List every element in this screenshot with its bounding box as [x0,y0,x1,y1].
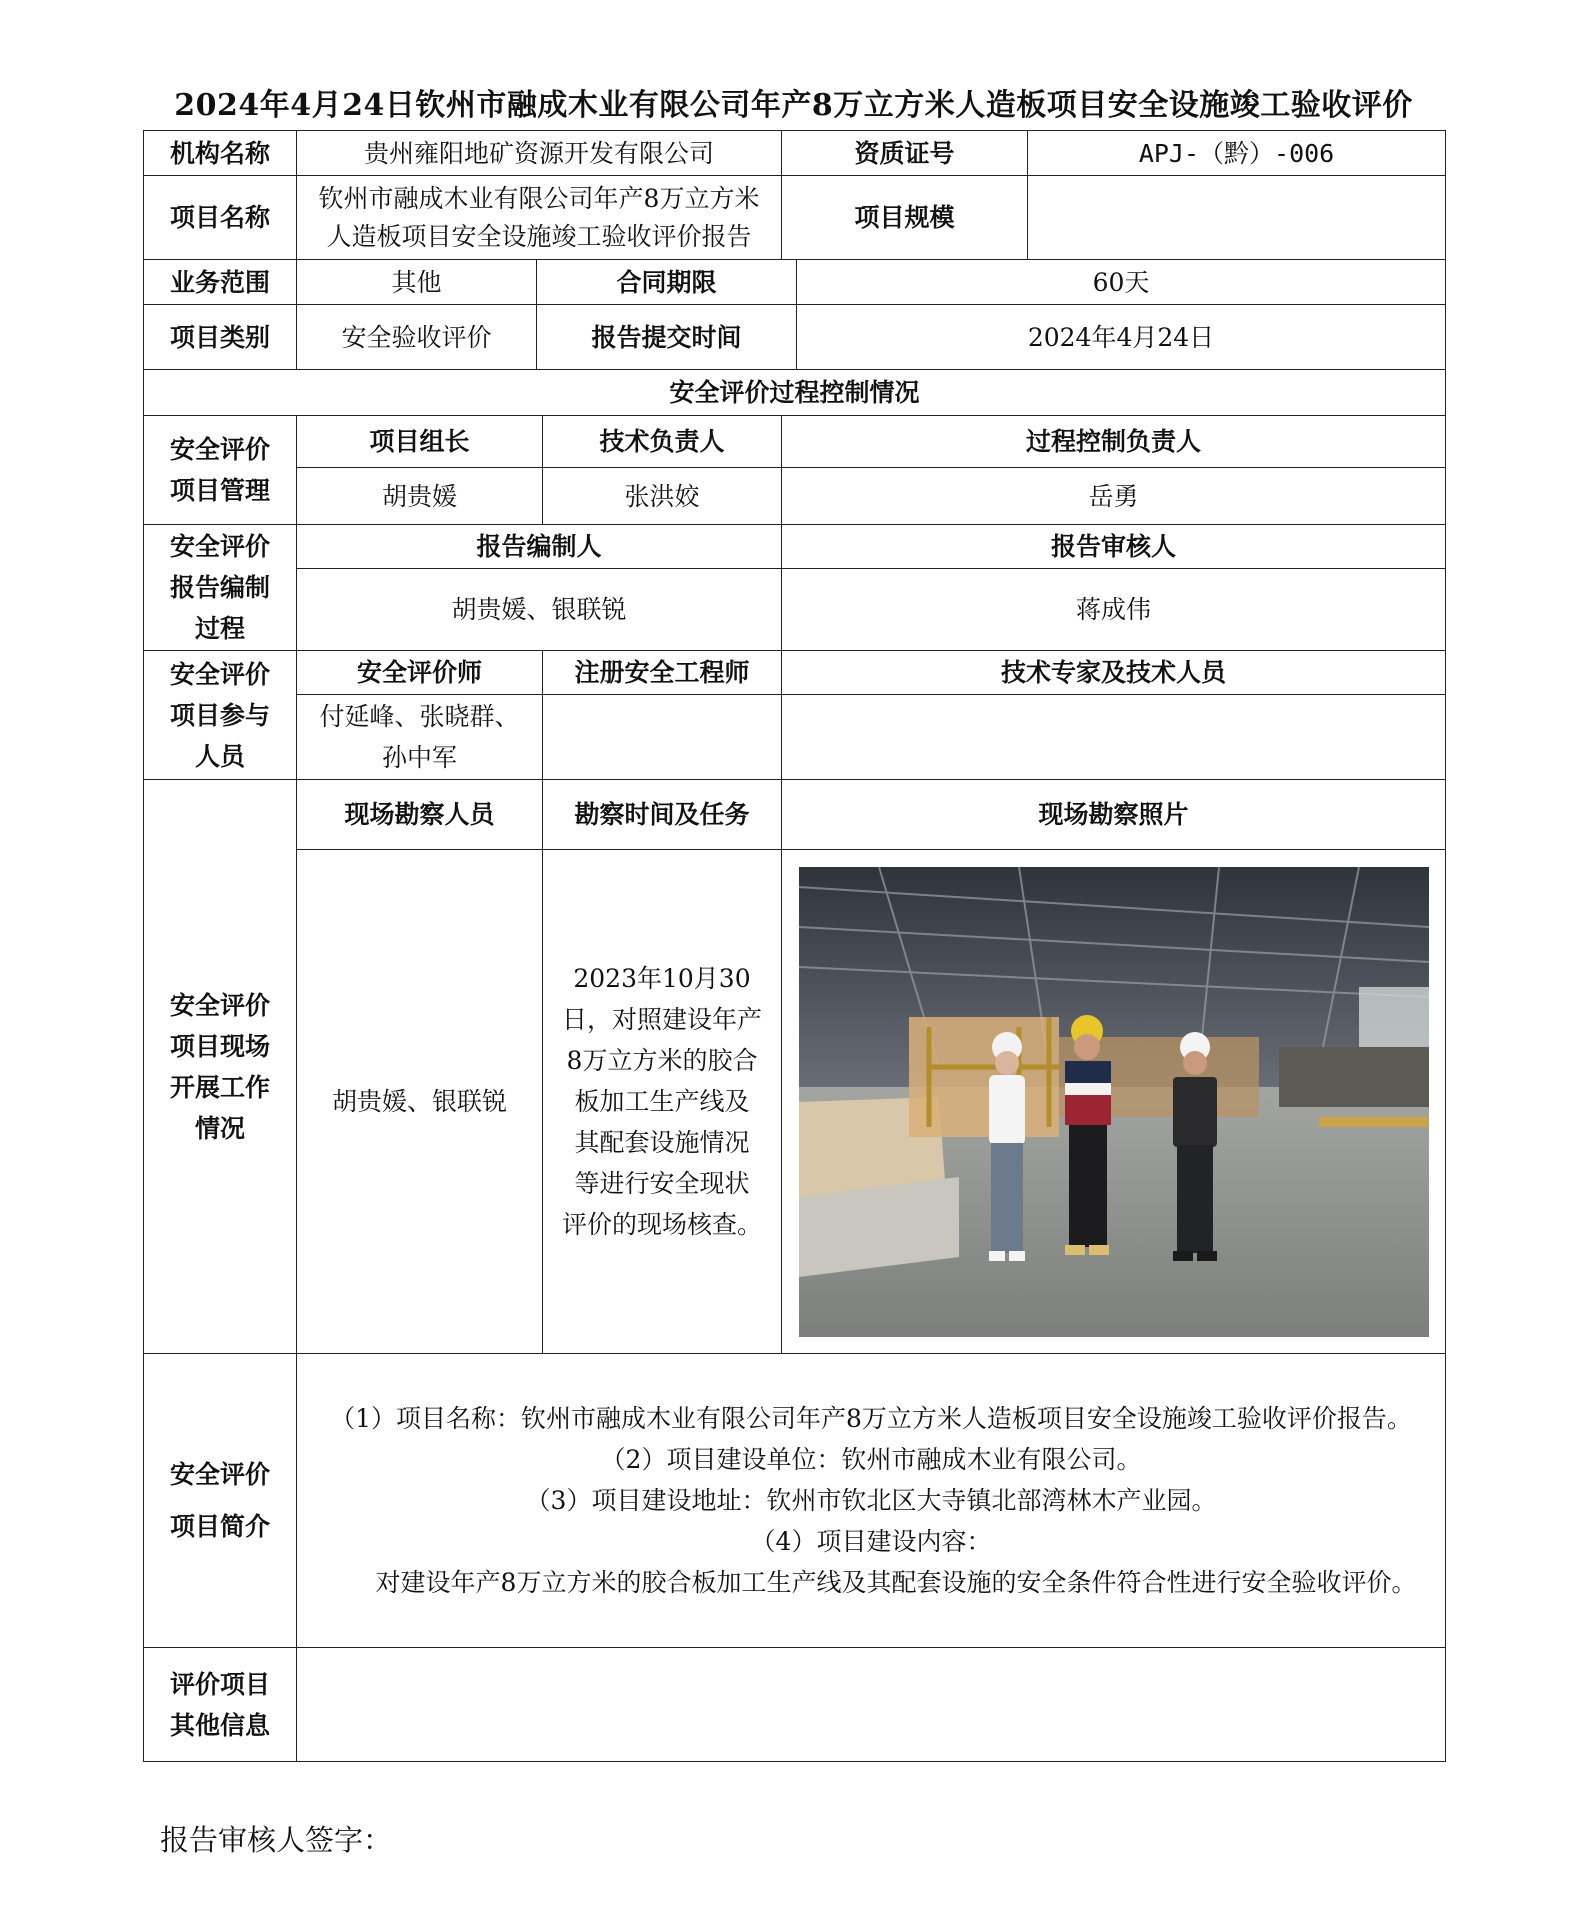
report-editor-value: 胡贵媛、银联锐 [297,569,782,651]
site-work-label-line2: 项目现场 [169,1031,270,1061]
site-photo-cell [782,850,1446,1354]
summary-label-line1: 安全评价 [169,1459,270,1489]
management-value-row [144,468,1446,525]
contract-term-value: 60天 [797,260,1446,305]
project-row [144,176,1446,260]
leader-label: 项目组长 [297,416,543,468]
process-control-lead-value: 岳勇 [782,468,1446,525]
site-work-label-line3: 开展工作 [169,1072,270,1102]
site-staff-value: 胡贵媛、银联锐 [297,850,543,1354]
compile-label [144,525,297,651]
management-header-row [144,416,1446,468]
category-row [144,305,1446,370]
summary-row [144,1354,1446,1648]
business-scope-label: 业务范围 [144,260,297,305]
process-control-lead-label: 过程控制负责人 [782,416,1446,468]
summary-item-content: 对建设年产8万立方米的胶合板加工生产线及其配套设施的安全条件符合性进行安全验收评价。 [375,1568,1417,1597]
summary-label-line2: 项目简介 [169,1511,270,1541]
task-line: 其配套设施情况 [574,1128,750,1157]
report-editor-label: 报告编制人 [297,525,782,569]
safety-engineer-value [543,695,782,780]
task-line: 2023年10月30 [573,964,751,993]
project-name-label: 项目名称 [144,176,297,260]
business-scope-value: 其他 [297,260,537,305]
compile-label-line3: 过程 [194,614,245,643]
evaluator-line2: 孙中军 [381,743,457,772]
site-work-label [144,780,297,1354]
compile-value-row [144,569,1446,651]
org-row [144,131,1446,176]
summary-item-content-title: （4）项目建设内容： [750,1527,992,1556]
tech-lead-value: 张洪姣 [543,468,782,525]
participants-header-row [144,651,1446,695]
task-line: 评价的现场核查。 [562,1210,763,1239]
summary-item-address: （3）项目建设地址：钦州市钦北区大寺镇北部湾林木产业园。 [525,1486,1217,1515]
org-label: 机构名称 [144,131,297,176]
project-summary-label [144,1354,297,1648]
category-value: 安全验收评价 [297,305,537,370]
summary-item-name: （1）项目名称：钦州市融成木业有限公司年产8万立方米人造板项目安全设施竣工验收评价报告。 [330,1404,1412,1433]
contract-term-label: 合同期限 [537,260,797,305]
summary-item-unit: （2）项目建设单位：钦州市融成木业有限公司。 [600,1445,1142,1474]
site-survey-photo [799,867,1429,1337]
tech-expert-label: 技术专家及技术人员 [782,651,1446,695]
survey-time-label: 勘察时间及任务 [543,780,782,850]
compile-header-row [144,525,1446,569]
leader-value: 胡贵媛 [297,468,543,525]
compile-label-line1: 安全评价 [169,532,270,561]
other-info-value [297,1648,1446,1762]
participants-label-line2: 项目参与 [169,700,270,730]
project-name-line1: 钦州市融成木业有限公司年产8万立方米 [318,183,760,213]
business-row [144,260,1446,305]
report-reviewer-label: 报告审核人 [782,525,1446,569]
page-title: 2024年4月24日钦州市融成木业有限公司年产8万立方米人造板项目安全设施竣工验收评价 [174,88,1413,123]
task-line: 日，对照建设年产 [562,1005,763,1034]
participants-value-row [144,695,1446,780]
project-name-value [297,176,782,260]
management-label-line1: 安全评价 [169,435,270,464]
floor-marking [1319,1117,1429,1127]
site-work-label-line1: 安全评价 [169,990,270,1020]
cert-value: APJ-（黔）-006 [1028,131,1446,176]
management-label [144,416,297,525]
evaluator-value [297,695,543,780]
task-line: 8万立方米的胶合 [566,1046,758,1075]
tech-lead-label: 技术负责人 [543,416,782,468]
task-line: 等进行安全现状 [574,1169,750,1198]
site-photo-label: 现场勘察照片 [782,780,1446,850]
participants-label-line1: 安全评价 [169,659,270,689]
category-label: 项目类别 [144,305,297,370]
process-header-row [144,370,1446,416]
org-value: 贵州雍阳地矿资源开发有限公司 [297,131,782,176]
evaluation-form-table [143,130,1446,1762]
management-label-line2: 项目管理 [169,476,270,505]
submit-time-value: 2024年4月24日 [797,305,1446,370]
project-scale-label: 项目规模 [782,176,1028,260]
evaluator-label: 安全评价师 [297,651,543,695]
evaluator-line1: 付延峰、张晓群、 [319,702,520,731]
site-work-label-line4: 情况 [194,1113,245,1143]
task-line: 板加工生产线及 [574,1087,750,1116]
other-info-label-line1: 评价项目 [169,1669,270,1699]
site-staff-label: 现场勘察人员 [297,780,543,850]
other-info-label-line2: 其他信息 [169,1710,270,1740]
participants-label [144,651,297,780]
safety-engineer-label: 注册安全工程师 [543,651,782,695]
other-info-row [144,1648,1446,1762]
process-control-header: 安全评价过程控制情况 [144,370,1446,416]
compile-label-line2: 报告编制 [169,573,270,602]
project-name-line2: 人造板项目安全设施竣工验收评价报告 [326,221,752,251]
project-scale-value [1028,176,1446,260]
cert-label: 资质证号 [782,131,1028,176]
board-stack-right [1279,1047,1429,1107]
factory-scene-illustration [799,867,1429,1337]
site-header-row [144,780,1446,850]
site-value-row [144,850,1446,1354]
reviewer-signature-line: 报告审核人签字： [160,1823,393,1857]
report-reviewer-value: 蒋成伟 [782,569,1446,651]
other-info-label [144,1648,297,1762]
submit-time-label: 报告提交时间 [537,305,797,370]
survey-task-value [543,850,782,1354]
tech-expert-value [782,695,1446,780]
project-summary-content [297,1354,1446,1648]
participants-label-line3: 人员 [194,741,245,771]
